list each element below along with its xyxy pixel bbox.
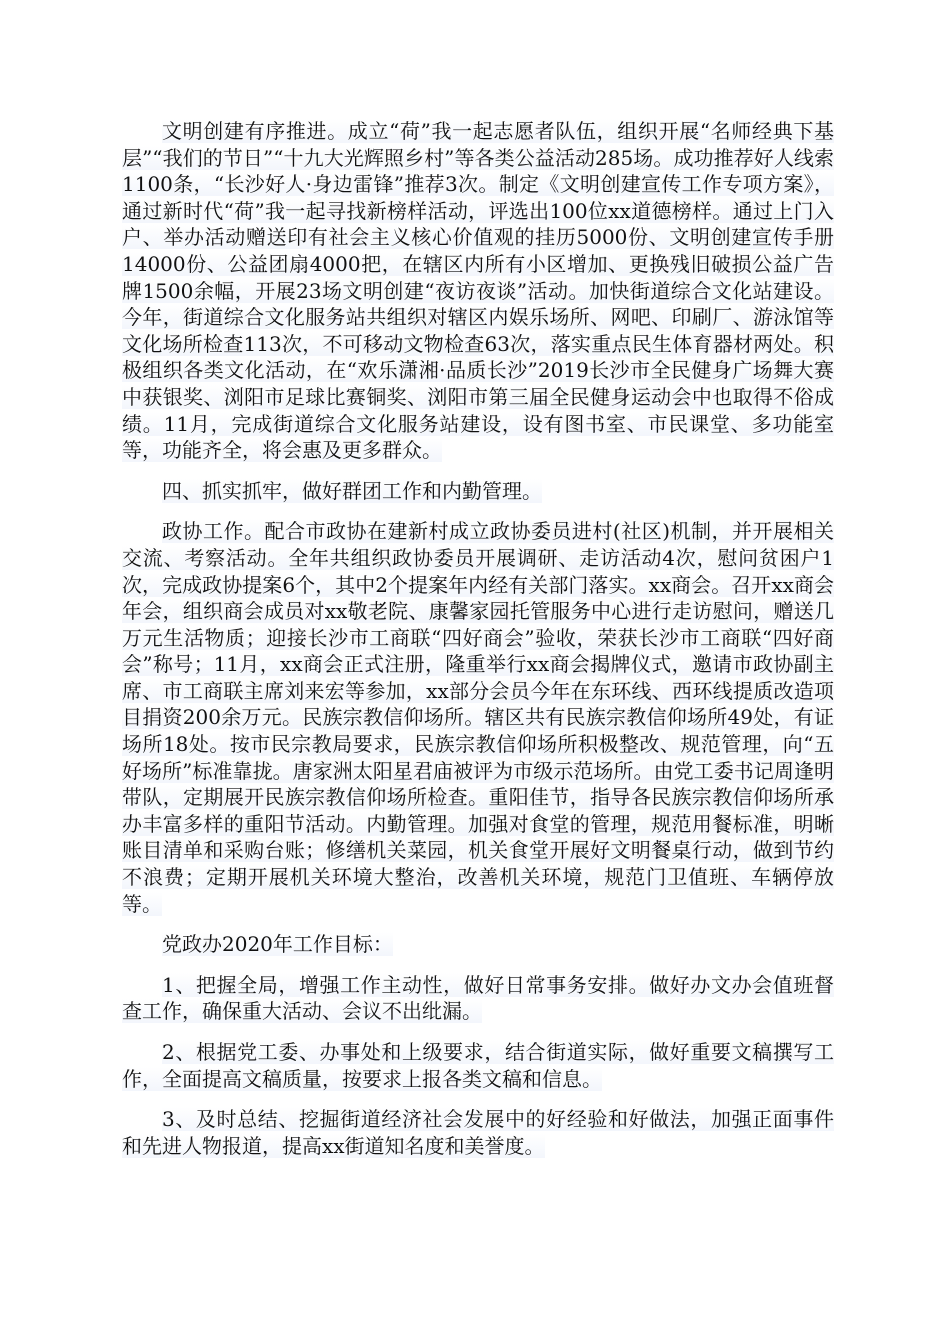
document-body [122, 118, 834, 1173]
paragraph-civilization [122, 118, 834, 464]
goal-item-2 [122, 1039, 834, 1092]
goal-text: 2、根据党工委、办事处和上级要求，结合街道实际，做好重要文稿撰写工作，全面提高文稿质量，按要求上报各类文稿和信息。 [122, 1040, 834, 1091]
paragraph-cppcc [122, 518, 834, 917]
heading-text: 四、抓实抓牢，做好群团工作和内勤管理。 [162, 478, 542, 503]
goal-text: 1、把握全局，增强工作主动性，做好日常事务安排。做好办文办会值班督查工作，确保重大活动、会议不出纰漏。 [122, 972, 834, 1024]
heading-text: 党政办2020年工作目标： [162, 932, 393, 957]
section-heading-4 [122, 478, 834, 505]
goal-item-1 [122, 972, 834, 1025]
goal-item-3 [122, 1106, 834, 1159]
paragraph-text: 文明创建有序推进。成立“荷”我一起志愿者队伍，组织开展“名师经典下基层”“我们的节日”“十九大光辉照乡村”等各类公益活动285场。成功推荐好人线索1100条，“长沙好人·身边雷锋”推荐3次。制定《文明创建宣传工作专项方案》，通过新时代“荷”我一起寻找新榜样活动，评选出100位xx道德榜样。通过上门入户、举办活动赠送印有社会主义核心价值观的挂历5000份、文明创建宣传手册14000份、公益团扇4000把，在辖区内所有小区增加、更换残旧破损公益广告牌1500余幅，开展23场文明创建“夜访夜谈”活动。加快街道综合文化站建设。今年，街道综合文化服务站共组织对辖区内娱乐场所、网吧、印刷厂、游泳馆等文化场所检查113次，不可移动文物检查63次，落实重点民生体育器材两处。积极组织各类文化活动，在“欢乐潇湘·品质长沙”2019长沙市全民健身广场舞大赛中获银奖、浏阳市足球比赛铜奖、浏阳市第三届全民健身运动会中也取得不俗成绩。11月，完成街道综合文化服务站建设，设有图书室、市民课堂、多功能室等，功能齐全，将会惠及更多群众。 [122, 119, 834, 463]
goal-text: 3、及时总结、挖掘街道经济社会发展中的好经验和好做法，加强正面事件和先进人物报道，提高xx街道知名度和美誉度。 [122, 1107, 834, 1158]
goals-heading [122, 931, 834, 958]
paragraph-text: 政协工作。配合市政协在建新村成立政协委员进村(社区)机制，并开展相关交流、考察活动。全年共组织政协委员开展调研、走访活动4次，慰问贫困户1次，完成政协提案6个，其中2个提案年内经有关部门落实。xx商会。召开xx商会年会，组织商会成员对xx敬老院、康馨家园托管服务中心进行走访慰问，赠送几万元生活物质；迎接长沙市工商联“四好商会”验收，荣获长沙市工商联“四好商会”称号；11月，xx商会正式注册，隆重举行xx商会揭牌仪式，邀请市政协副主席、市工商联主席刘来宏等参加，xx部分会员今年在东环线、西环线提质改造项目捐资200余万元。民族宗教信仰场所。辖区共有民族宗教信仰场所49处，有证场所18处。按市民宗教局要求，民族宗教信仰场所积极整改、规范管理，向“五好场所”标准靠拢。唐家洲太阳星君庙被评为市级示范场所。由党工委书记周逢明带队，定期展开民族宗教信仰场所检查。重阳佳节，指导各民族宗教信仰场所承办丰富多样的重阳节活动。内勤管理。加强对食堂的管理，规范用餐标准，明晰账目清单和采购台账；修缮机关菜园，机关食堂开展好文明餐桌行动，做到节约不浪费；定期开展机关环境大整治，改善机关环境，规范门卫值班、车辆停放等。 [122, 519, 834, 916]
